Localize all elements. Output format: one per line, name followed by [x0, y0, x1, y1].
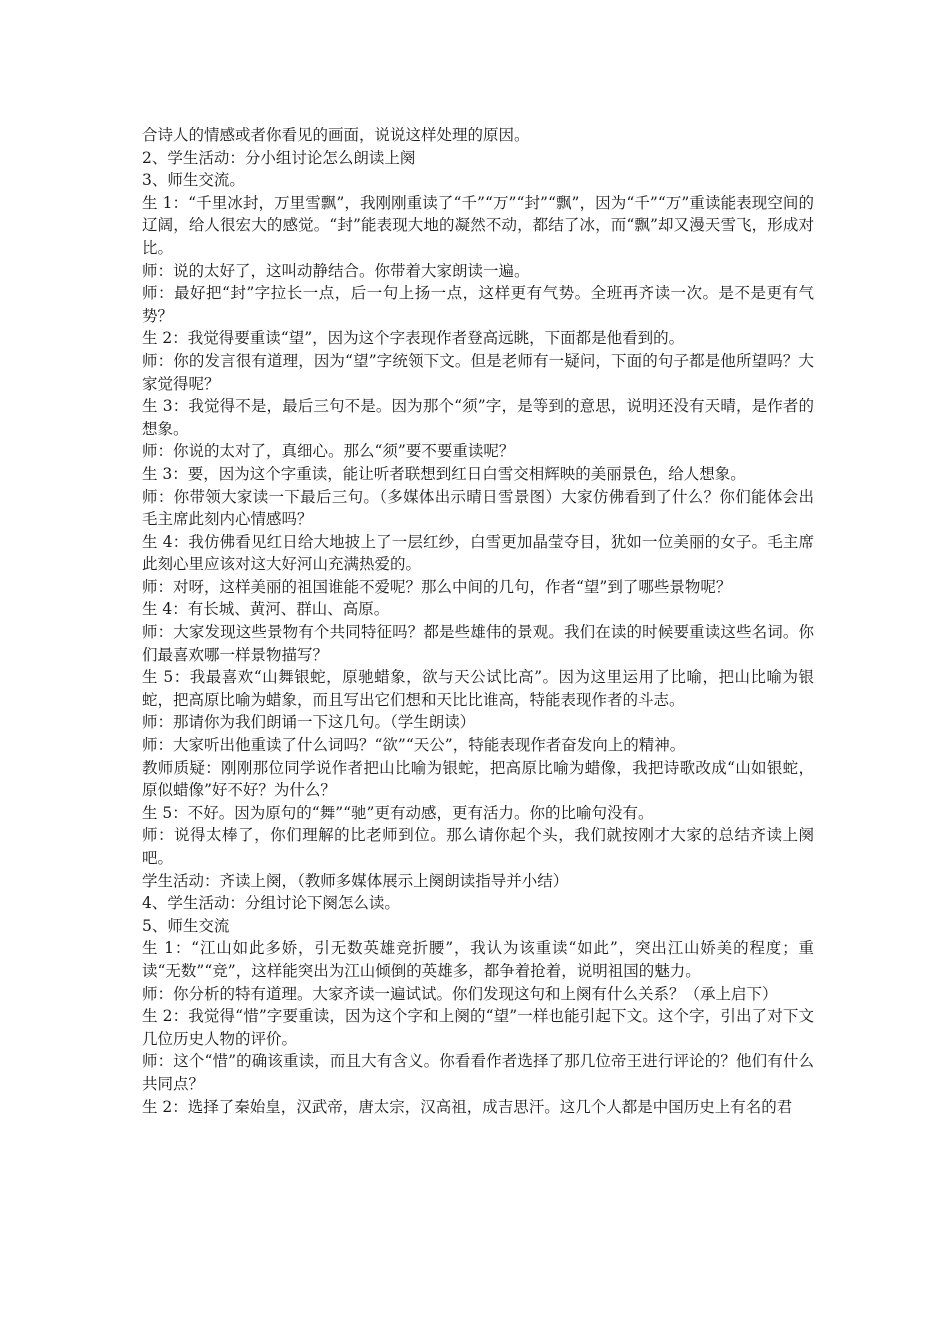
paragraph: 师：说得太棒了，你们理解的比老师到位。那么请你起个头，我们就按刚才大家的总结齐读上阕吧。 — [142, 826, 814, 867]
paragraph: 生 2：我觉得“惜”字要重读，因为这个字和上阕的“望”一样也能引起下文。这个字，引出了对下文几位历史人物的评价。 — [142, 1007, 814, 1048]
paragraph: 学生活动：齐读上阕，（教师多媒体展示上阕朗读指导并小结） — [142, 871, 569, 890]
paragraph: 师：对呀，这样美丽的祖国谁能不爱呢？那么中间的几句，作者“望”到了哪些景物呢？ — [142, 577, 732, 596]
paragraph: 生 2：选择了秦始皇，汉武帝，唐太宗，汉高祖，成吉思汗。这几个人都是中国历史上有名的君 — [142, 1097, 793, 1116]
paragraph: 5、师生交流 — [142, 916, 230, 935]
paragraph: 生 3：我觉得不是，最后三句不是。因为那个“须”字，是等到的意思，说明还没有天晴，是作者的想象。 — [142, 397, 814, 438]
paragraph: 师：最好把“封”字拉长一点，后一句上扬一点，这样更有气势。全班再齐读一次。是不是更有气势？ — [142, 284, 814, 325]
paragraph: 生 4：我仿佛看见红日给大地披上了一层红纱，白雪更加晶莹夺目，犹如一位美丽的女子。毛主席此刻心里应该对这大好河山充满热爱的。 — [142, 532, 814, 574]
paragraph: 合诗人的情感或者你看见的画面，说说这样处理的原因。 — [142, 126, 530, 144]
paragraph: 师：大家发现这些景物有个共同特征吗？都是些雄伟的景观。我们在读的时候要重读这些名词。你们最喜欢哪一样景物描写？ — [142, 623, 814, 664]
paragraph: 2、学生活动：分小组讨论怎么朗读上阕 — [142, 148, 416, 167]
paragraph: 生 1：“千里冰封，万里雪飘”，我刚刚重读了“千”“万”“封”“飘”，因为“千”“万”重读能表现空间的辽阔，给人很宏大的感觉。“封”能表现大地的凝然不动，都结了冰，而“飘”却又漫天雪飞，形成对比。 — [142, 193, 814, 257]
paragraph: 师：说的太好了，这叫动静结合。你带着大家朗读一遍。 — [142, 261, 530, 280]
paragraph: 师：大家听出他重读了什么词吗？“欲”“天公”，特能表现作者奋发向上的精神。 — [142, 736, 686, 755]
paragraph: 生 4：有长城、黄河、群山、高原。 — [142, 600, 390, 619]
paragraph: 生 2：我觉得要重读“望”，因为这个字表现作者登高远眺，下面都是他看到的。 — [142, 329, 685, 348]
paragraph: 师：你分析的特有道理。大家齐读一遍试试。你们发现这句和上阕有什么关系？（承上启下） — [142, 984, 778, 1003]
paragraph: 4、学生活动：分组讨论下阕怎么读。 — [142, 894, 400, 913]
paragraph: 师：这个“惜”的确该重读，而且大有含义。你看看作者选择了那几位帝王进行评论的？他们有什么共同点？ — [142, 1052, 814, 1093]
paragraph: 生 1：“江山如此多娇，引无数英雄竞折腰”，我认为该重读“如此”，突出江山娇美的程度；重读“无数”“竞”，这样能突出为江山倾倒的英雄多，都争着抢着，说明祖国的魅力。 — [142, 939, 814, 980]
paragraph: 师：你带领大家读一下最后三句。（多媒体出示晴日雪景图）大家仿佛看到了什么？你们能体会出毛主席此刻内心情感吗？ — [142, 487, 814, 529]
paragraph: 师：你的发言很有道理，因为“望”字统领下文。但是老师有一疑问，下面的句子都是他所望吗？大家觉得呢？ — [142, 351, 814, 393]
paragraph: 生 3：要，因为这个字重读，能让听者联想到红日白雪交相辉映的美丽景色，给人想象。 — [142, 464, 746, 483]
paragraph: 生 5：我最喜欢“山舞银蛇，原驰蜡象，欲与天公试比高”。因为这里运用了比喻，把山比喻为银蛇，把高原比喻为蜡象，而且写出它们想和天比比谁高，特能表现作者的斗志。 — [142, 668, 814, 709]
paragraph: 教师质疑：刚刚那位同学说作者把山比喻为银蛇，把高原比喻为蜡像，我把诗歌改成“山如银蛇，原似蜡像”好不好？为什么？ — [142, 758, 814, 800]
paragraph: 师：你说的太对了，真细心。那么“须”要不要重读呢？ — [142, 442, 515, 461]
paragraph: 生 5：不好。因为原句的“舞”“驰”更有动感，更有活力。你的比喻句没有。 — [142, 803, 654, 822]
document-page — [142, 124, 814, 1118]
paragraph: 师：那请你为我们朗诵一下这几句。（学生朗读） — [142, 713, 476, 732]
paragraph: 3、师生交流。 — [142, 171, 245, 190]
